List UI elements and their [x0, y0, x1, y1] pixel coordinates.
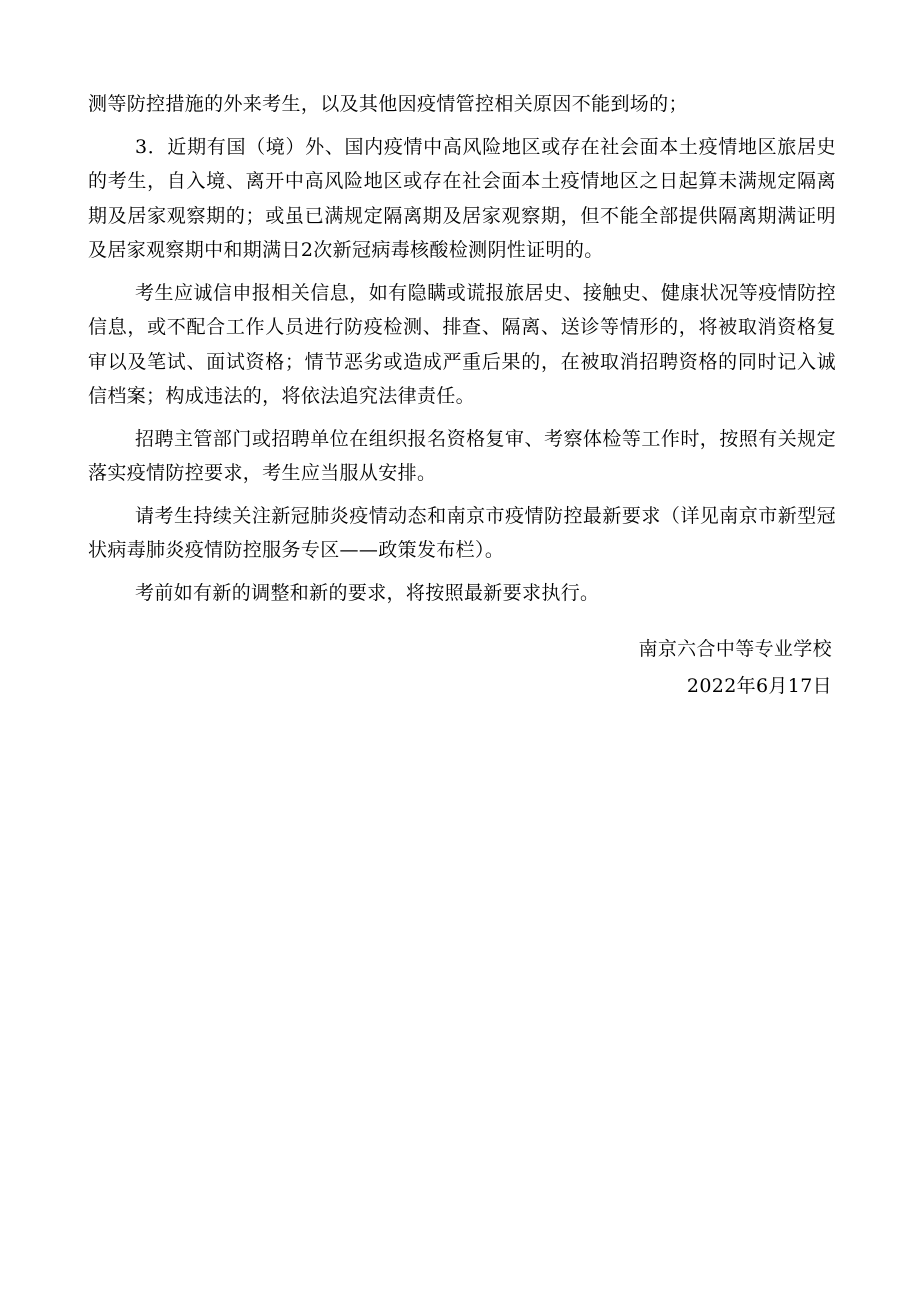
signature-date: 2022年6月17日 [686, 675, 832, 697]
paragraph-new-requirements: 考前如有新的调整和新的要求，将按照最新要求执行。 [135, 581, 600, 604]
paragraph-continuation: 测等防控措施的外来考生，以及其他因疫情管控相关原因不能到场的； [88, 93, 688, 115]
paragraph-honesty-declaration: 考生应诚信申报相关信息，如有隐瞒或谎报旅居史、接触史、健康状况等疫情防控信息，或不配合工作人员进行防疫检测、排查、隔离、送诊等情形的，将被取消资格复审以及笔试、面试资格；情节恶劣或造成严重后果的，在被取消招聘资格的同时记入诚信档案；构成违法的，将依法追究法律责任。 [88, 281, 836, 407]
signature-organization: 南京六合中等专业学校 [638, 638, 832, 660]
paragraph-item-3: 3．近期有国（境）外、国内疫情中高风险地区或存在社会面本土疫情地区旅居史的考生，自入境、离开中高风险地区或存在社会面本土疫情地区之日起算未满规定隔离期及居家观察期的；或虽已满规定隔离期及居家观察期，但不能全部提供隔离期满证明及居家观察期中和期满日2次新冠病毒核酸检测阴性证明的。 [88, 135, 836, 261]
document-body [88, 87, 836, 618]
paragraph-recruitment-arrangement: 招聘主管部门或招聘单位在组织报名资格复审、考察体检等工作时，按照有关规定落实疫情防控要求，考生应当服从安排。 [88, 427, 836, 484]
paragraph-follow-updates: 请考生持续关注新冠肺炎疫情动态和南京市疫情防控最新要求（详见南京市新型冠状病毒肺炎疫情防控服务专区——政策发布栏）。 [88, 504, 836, 561]
